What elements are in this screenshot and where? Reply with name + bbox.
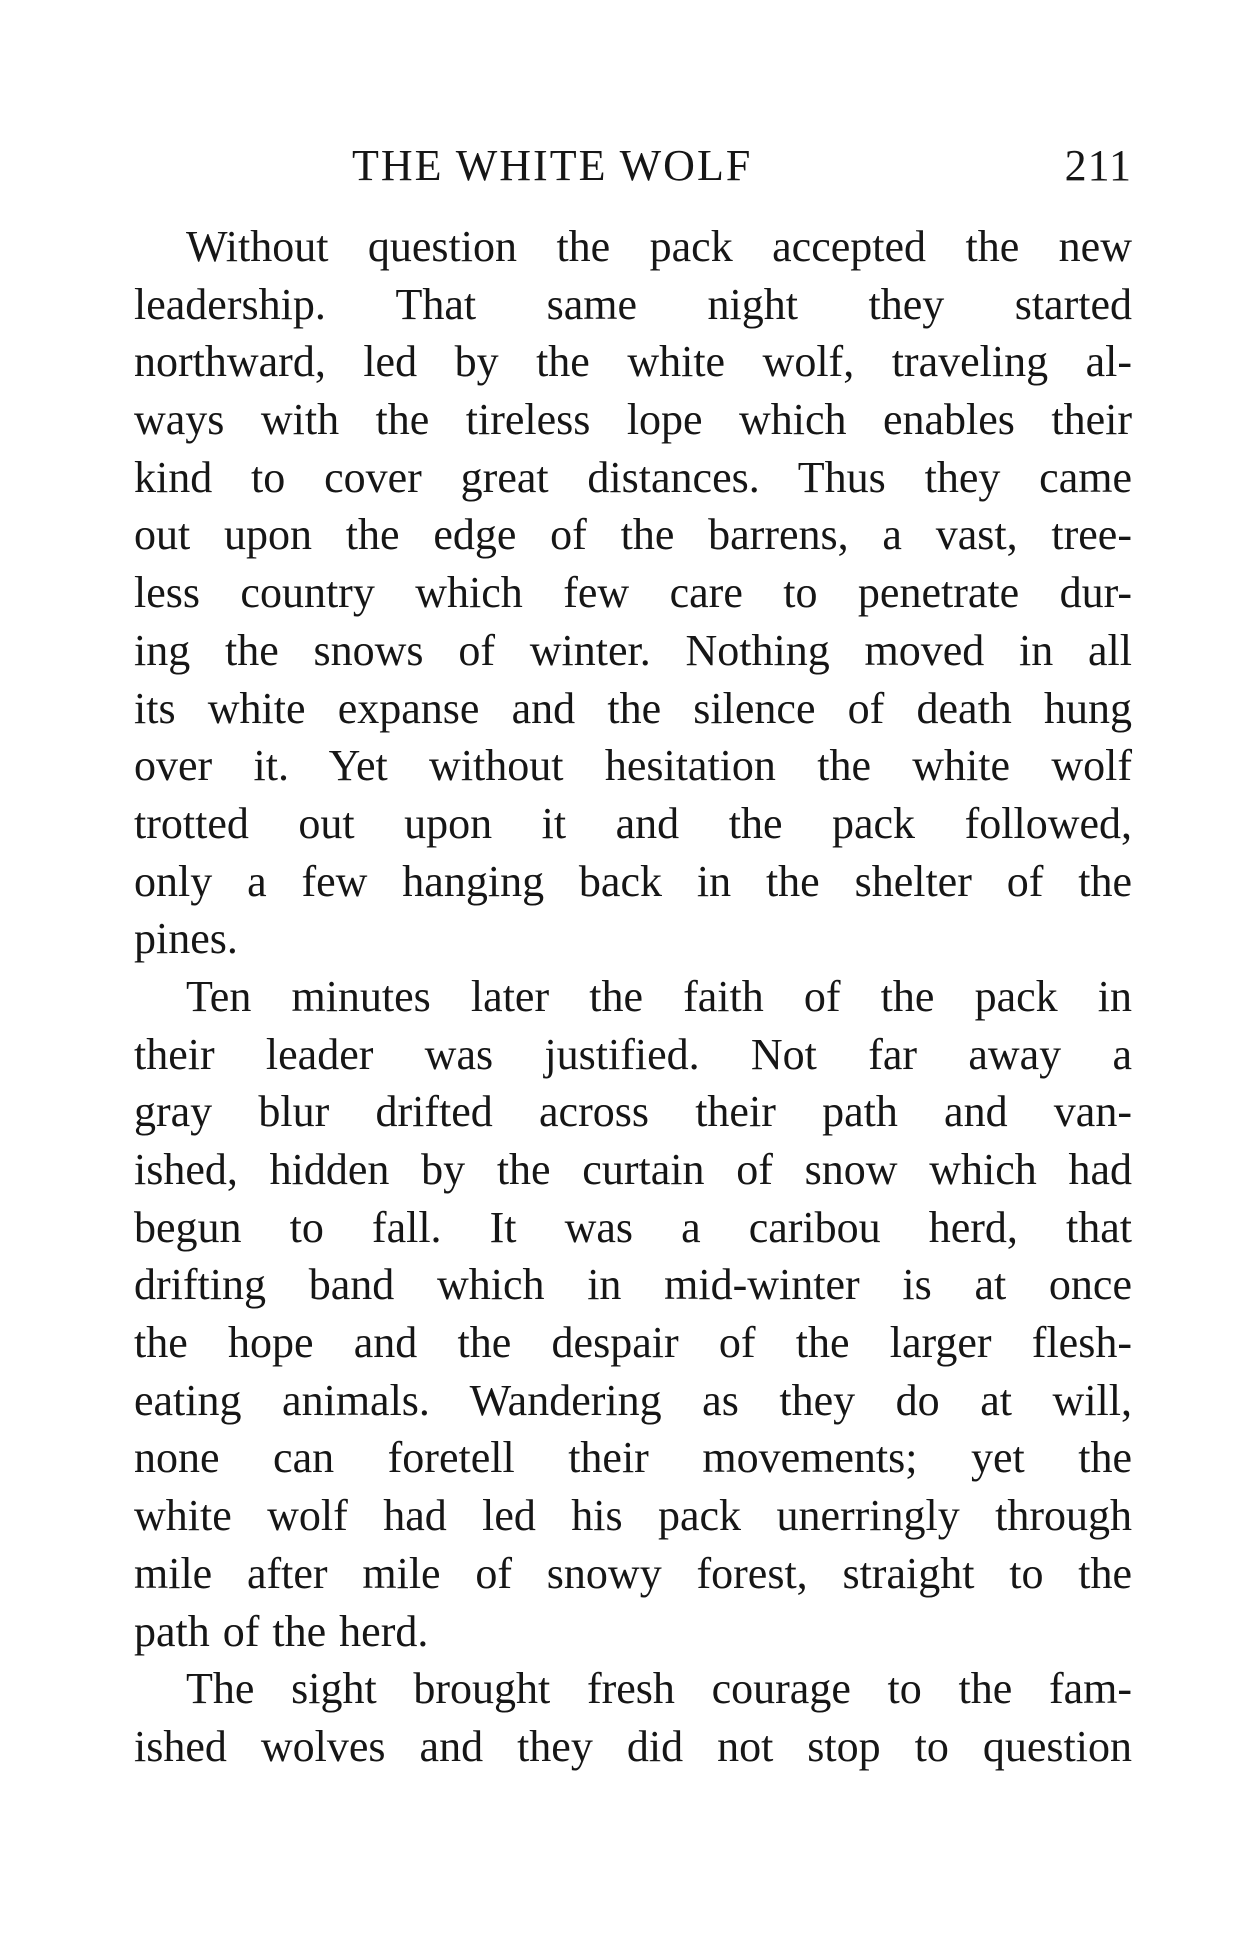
text-line: northward, led by the white wolf, traveling al- [134,337,1132,387]
paragraph-1 [134,218,1132,968]
text-line: ished wolves and they did not stop to question [134,1721,1132,1771]
text-line: Without question the pack accepted the new [186,222,1132,271]
text-line: eating animals. Wandering as they do at will, [134,1375,1132,1425]
paragraph-2 [134,968,1132,1660]
text-line: pines. [134,914,238,964]
text-line: only a few hanging back in the shelter of the [134,856,1132,906]
text-line: trotted out upon it and the pack followed, [134,798,1132,848]
text-line: the hope and the despair of the larger flesh- [134,1318,1132,1368]
text-line: over it. Yet without hesitation the white wolf [134,741,1132,791]
text-line: The sight brought fresh courage to the fam- [186,1664,1132,1714]
running-head [352,136,1132,196]
text-line: their leader was justified. Not far away a [134,1029,1132,1079]
text-line: mile after mile of snowy forest, straight to the [134,1548,1132,1598]
paragraph-3 [134,1660,1132,1775]
text-line: none can foretell their movements; yet the [134,1433,1132,1483]
text-line: less country which few care to penetrate dur- [134,568,1132,618]
text-line: ished, hidden by the curtain of snow which had [134,1145,1132,1194]
text-line: drifting band which in mid-winter is at once [134,1260,1132,1310]
text-line: kind to cover great distances. Thus they came [134,452,1132,502]
text-line: its white expanse and the silence of death hung [134,683,1132,733]
text-line: Ten minutes later the faith of the pack in [186,971,1132,1021]
text-line: path of the herd. [134,1606,429,1656]
text-line: leadership. That same night they started [134,279,1132,329]
page-number: 211 [1064,141,1132,190]
text-line: ing the snows of winter. Nothing moved in all [134,625,1132,675]
text-line: white wolf had led his pack unerringly through [134,1491,1132,1541]
text-line: out upon the edge of the barrens, a vast, tree- [134,510,1132,560]
text-line: begun to fall. It was a caribou herd, that [134,1202,1132,1252]
text-line: ways with the tireless lope which enables their [134,395,1132,445]
body-text [134,218,1132,1776]
text-line: gray blur drifted across their path and van- [134,1087,1132,1137]
running-title: THE WHITE WOLF [352,141,753,190]
